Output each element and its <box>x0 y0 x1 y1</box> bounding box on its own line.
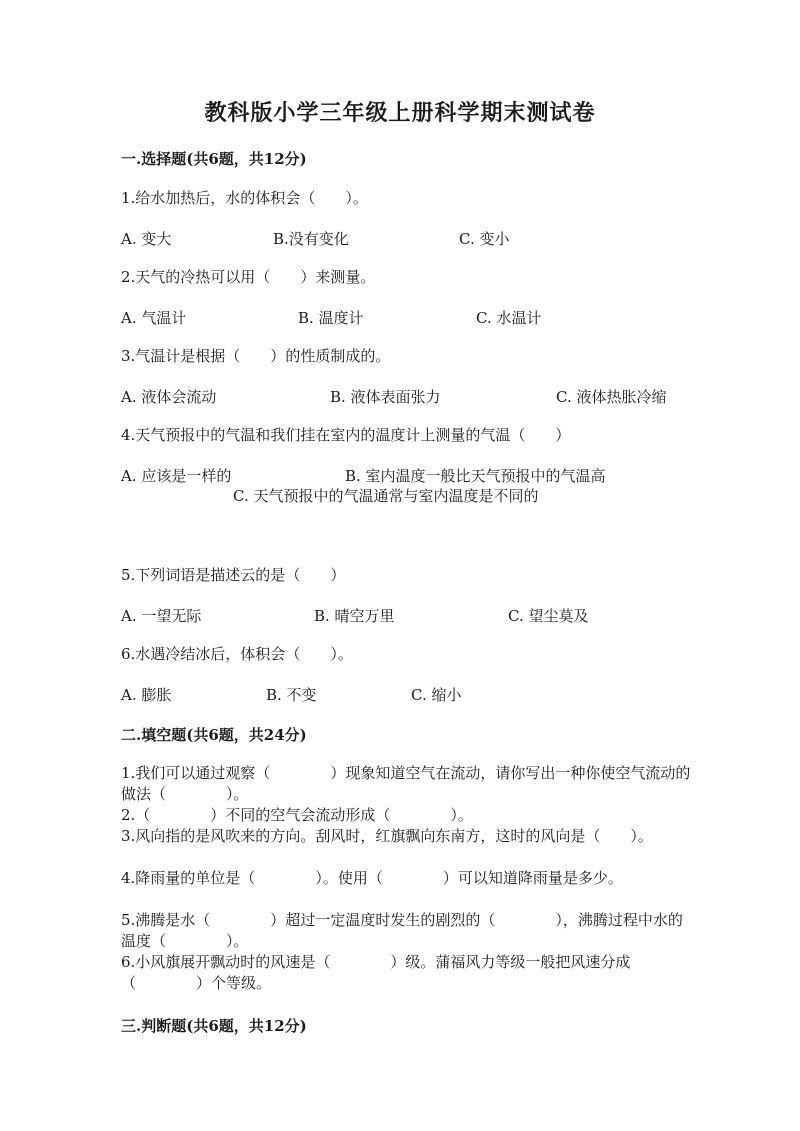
q1-option-c: C. 变小 <box>459 230 510 248</box>
q4-option-b: B. 室内温度一般比天气预报中的气温高 <box>345 467 606 485</box>
section-heading-judge: 三.判断题(共6题，共12分) <box>121 1017 307 1035</box>
q5-option-c: C. 望尘莫及 <box>508 607 589 625</box>
fill-item-4: 4.降雨量的单位是（ ）。使用（ ）可以知道降雨量是多少。 <box>121 869 623 887</box>
question-2: 2.天气的冷热可以用（ ）来测量。 <box>121 268 376 286</box>
q1-option-b: B.没有变化 <box>273 230 349 248</box>
q6-option-c: C. 缩小 <box>411 686 462 704</box>
fill-item-1: 1.我们可以通过观察（ ）现象知道空气在流动，请你写出一种你使空气流动的做法（ ）。 <box>121 764 691 803</box>
question-3: 3.气温计是根据（ ）的性质制成的。 <box>121 347 391 365</box>
q4-option-c: C. 天气预报中的气温通常与室内温度是不同的 <box>233 487 539 505</box>
q6-option-a: A. 膨胀 <box>121 686 172 704</box>
fill-item-6: 6.小风旗展开飘动时的风速是（ ）级。蒲福风力等级一般把风速分成（ ）个等级。 <box>121 953 631 992</box>
question-6: 6.水遇冷结冰后，体积会（ ）。 <box>121 645 353 663</box>
q2-option-b: B. 温度计 <box>298 309 364 327</box>
question-1: 1.给水加热后，水的体积会（ ）。 <box>121 189 368 207</box>
q6-option-b: B. 不变 <box>266 686 317 704</box>
q3-option-a: A. 液体会流动 <box>121 388 217 406</box>
q5-option-b: B. 晴空万里 <box>314 607 395 625</box>
q2-option-a: A. 气温计 <box>121 309 187 327</box>
fill-item-5: 5.沸腾是水（ ）超过一定温度时发生的剧烈的（ ），沸腾过程中水的温度（ ）。 <box>121 911 683 950</box>
q4-option-a: A. 应该是一样的 <box>121 467 232 485</box>
q5-option-a: A. 一望无际 <box>121 607 202 625</box>
q1-option-a: A. 变大 <box>121 230 172 248</box>
q2-option-c: C. 水温计 <box>476 309 542 327</box>
page-title: 教科版小学三年级上册科学期末测试卷 <box>204 100 596 126</box>
fill-item-3: 3.风向指的是风吹来的方向。刮风时，红旗飘向东南方，这时的风向是（ ）。 <box>121 827 653 845</box>
question-4: 4.天气预报中的气温和我们挂在室内的温度计上测量的气温（ ） <box>121 426 571 444</box>
q3-option-b: B. 液体表面张力 <box>330 388 441 406</box>
q3-option-c: C. 液体热胀冷缩 <box>556 388 667 406</box>
section-heading-fill: 二.填空题(共6题，共24分) <box>121 726 307 744</box>
question-5: 5.下列词语是描述云的是（ ） <box>121 566 346 584</box>
fill-item-2: 2.（ ）不同的空气会流动形成（ ）。 <box>121 806 473 824</box>
section-heading-choice: 一.选择题(共6题，共12分) <box>121 150 307 168</box>
